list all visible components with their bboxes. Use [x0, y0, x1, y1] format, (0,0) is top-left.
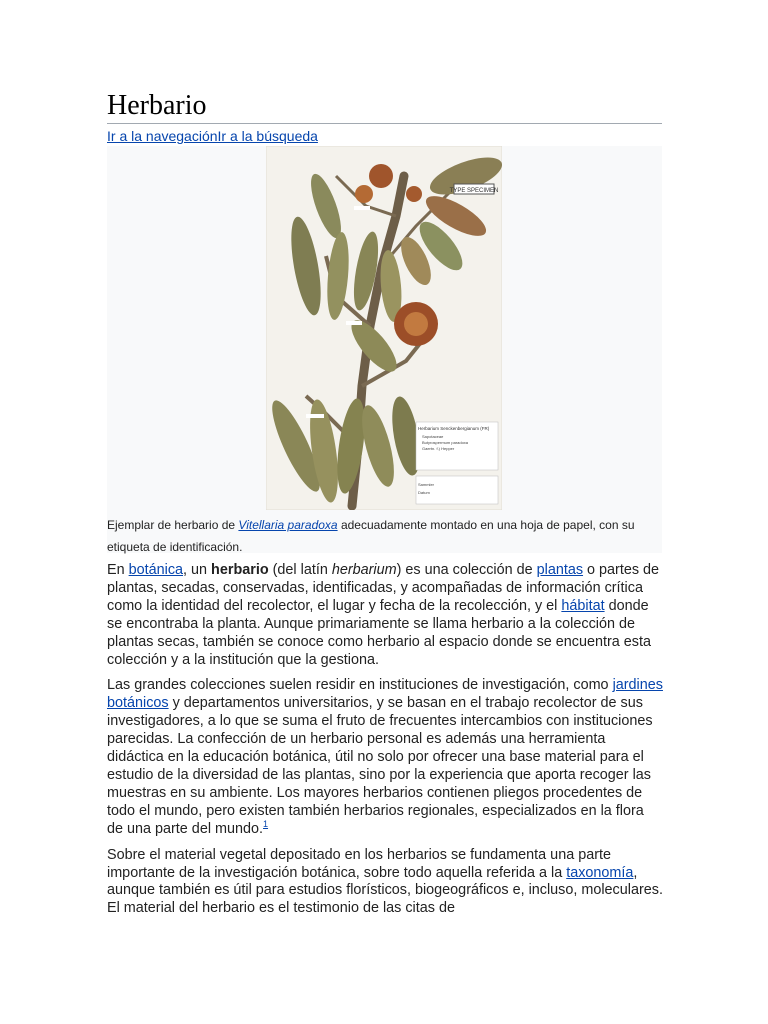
link-botanica[interactable]: botánica — [128, 562, 184, 578]
svg-text:Datum: Datum — [418, 490, 430, 495]
svg-text:Herbarium Senckenbergianum (FR: Herbarium Senckenbergianum (FR) — [418, 426, 490, 431]
herbarium-specimen-image[interactable] — [266, 146, 502, 510]
paragraph-1: En botánica, un herbario (del latín herbarium) es una colección de plantas o partes de plantas, secadas, conservadas, identificadas, y acompañadas de información crítica como la identidad del recolector, el lugar y fecha de la recolección, y el hábitat donde se encontraba la planta. Aunque primariamente se llama herbario a la colección de plantas secas, también se conoce como herbario al espacio donde se encuentra esta colección y a la institución que la gestiona. — [107, 562, 660, 668]
specimen-label — [416, 422, 498, 504]
skip-to-search-link[interactable]: Ir a la búsqueda — [217, 128, 318, 144]
link-taxonomia[interactable]: taxonomía — [566, 864, 634, 881]
reference-1-link[interactable]: 1 — [263, 818, 269, 829]
caption-species-link[interactable]: Vitellaria paradoxa — [238, 518, 338, 532]
svg-text:Butyrospermum paradoxa: Butyrospermum paradoxa — [422, 440, 469, 445]
svg-text:Sapotaceae: Sapotaceae — [422, 434, 444, 439]
link-habitat[interactable]: hábitat — [561, 597, 605, 614]
article-body — [107, 562, 663, 926]
paragraph-2: Las grandes colecciones suelen residir en instituciones de investigación, como jardines botánicos y departamentos universitarios, y se basan en el trabajo recolector de sus investigadores, a lo que se suma el fruto de frecuentes intercambios con instituciones parecidas. La confección de un herbario personal es además una herramienta didáctica en la educación botánica, útil no solo por ofrecer una base material para el estudio de la diversidad de las plantas, sino por la experiencia que aporta recoger las muestras en su ambiente. Los mayores herbarios contienen pliegos procedentes de todo el mundo, pero existen también herbarios regionales, especializados en la flora de una parte del mundo.$^1$ — [107, 677, 663, 837]
page-title: Herbario — [107, 90, 207, 121]
svg-text:Sammler: Sammler — [418, 482, 435, 487]
link-plantas[interactable]: plantas — [536, 562, 584, 578]
skip-to-navigation-link[interactable]: Ir a la navegación — [107, 128, 218, 144]
paragraph-3: Sobre el material vegetal depositado en los herbarios se fundamenta una parte importante de la investigación botánica, sobre todo aquella referida a la taxonomía, aunque también es útil para estudios florísticos, biogeográficos e, incluso, moleculares. El material del herbario es el testimonio de las citas de — [107, 846, 663, 917]
type-stamp-text: TYPE SPECIMEN — [449, 188, 499, 194]
svg-text:Gaertn. f.) Hepper: Gaertn. f.) Hepper — [422, 446, 455, 451]
skip-links — [107, 128, 318, 145]
link-jardines-botanicos[interactable]: jardines botánicos — [107, 677, 663, 712]
figure-box — [107, 146, 662, 553]
title-divider — [107, 123, 662, 124]
figure-caption: Ejemplar de herbario de Vitellaria paradoxa adecuadamente montado en una hoja de papel, con su etiqueta de identificación. — [107, 518, 635, 554]
